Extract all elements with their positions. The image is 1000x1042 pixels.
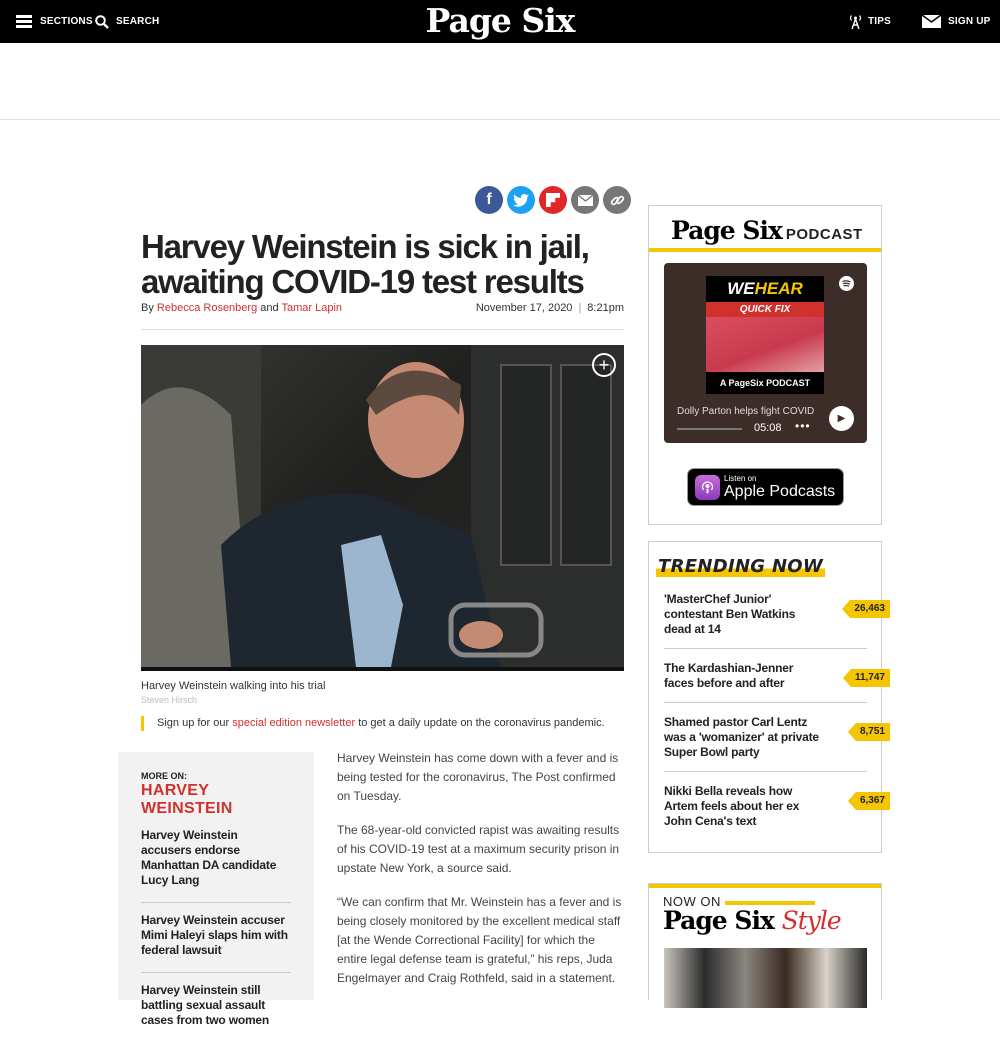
cover-quickfix: QUICK FIX [706,302,824,317]
more-on-item[interactable]: Harvey Weinstein accusers endorse Manhattan DA candidate Lucy Lang [141,818,291,903]
apple-podcasts-button[interactable] [687,468,844,506]
style-top-bar [649,884,881,888]
spotify-icon[interactable] [839,276,854,291]
podcast-player [664,263,867,443]
cover-hear: HEAR [754,279,803,298]
cover-footer: A PageSix PODCAST [706,372,824,394]
trending-item-count: 6,367 [856,792,890,810]
flipboard-icon [546,193,560,207]
publish-date: November 17, 2020 [475,302,573,314]
more-on-module [118,752,314,1027]
photo-border [141,667,624,671]
article-headline: Harvey Weinstein is sick in jail, awaiting COVID-19 test results [141,228,589,300]
podcast-module [648,205,882,525]
episode-title: Dolly Parton helps fight COVID [677,406,815,417]
trending-item-title: Nikki Bella reveals how Artem feels about her ex John Cena's text [664,784,800,828]
trending-item[interactable] [664,715,885,772]
episode-progress-bar[interactable] [677,428,742,430]
podcast-header [671,216,863,245]
search-label: SEARCH [116,16,160,27]
expand-photo-button[interactable] [592,353,616,377]
style-logo-link[interactable] [663,906,841,935]
envelope-icon [922,15,941,28]
apple-podcasts-icon [695,475,720,500]
style-word: Style [781,906,841,935]
byline [141,302,342,314]
more-on-topic-link[interactable]: HARVEY WEINSTEIN [141,782,233,817]
trending-item-count: 11,747 [851,669,890,687]
email-icon [578,195,593,206]
flipboard-share-button[interactable] [539,186,567,214]
top-navbar [0,0,1000,43]
tips-button[interactable] [849,0,891,43]
byline-prefix: By [141,302,154,314]
copy-link-button[interactable] [603,186,631,214]
trending-module [648,541,885,853]
trending-item-count: 26,463 [850,600,890,618]
newsletter-link[interactable]: special edition newsletter [232,717,356,729]
more-on-kicker: MORE ON: [141,771,187,781]
podcast-brand: Page Six [671,216,782,245]
facebook-share-button[interactable] [475,186,503,214]
podcast-underline [649,248,881,252]
author-link-lapin[interactable]: Tamar Lapin [281,302,343,314]
newsletter-promo [141,716,605,731]
newsletter-promo-post: to get a daily update on the coronavirus pandemic. [358,717,605,729]
article-paragraph: The 68-year-old convicted rapist was awaiting results of his COVID-19 test at a maximum security prison in upstate New York, a source said. [337,823,620,875]
play-button[interactable] [829,406,854,431]
author-link-rosenberg[interactable]: Rebecca Rosenberg [156,302,258,314]
twitter-share-button[interactable] [507,186,535,214]
page-six-logo[interactable]: Page Six [425,1,575,40]
byline-and: and [260,302,279,314]
email-share-button[interactable] [571,186,599,214]
photo-illustration [141,345,624,667]
link-icon [610,193,625,208]
plus-icon: + [598,355,610,375]
apple-podcasts-label: Apple Podcasts [724,483,836,500]
publish-time: 8:21pm [587,302,624,314]
article-body [337,749,624,1003]
style-feature-image[interactable] [664,948,867,1008]
facebook-icon: f [486,191,492,208]
podcast-cover-art[interactable] [706,276,824,394]
share-bar [475,186,631,214]
search-button[interactable] [95,0,159,43]
twitter-icon [513,194,529,207]
trending-item-title: 'MasterChef Junior' contestant Ben Watkins dead at 14 [664,592,796,636]
play-icon: ▶ [837,413,846,424]
trending-item-count: 8,751 [856,723,890,741]
episode-more-button[interactable]: ••• [795,419,811,433]
photo-caption: Harvey Weinstein walking into his trial [141,680,326,692]
more-on-item[interactable]: Harvey Weinstein still battling sexual assault cases from two women [141,983,270,1027]
sections-menu-button[interactable] [16,0,93,43]
trending-title: TRENDING NOW [658,556,824,577]
trending-item[interactable] [664,661,885,703]
podcast-label: PODCAST [785,226,863,243]
trending-item-title: Shamed pastor Carl Lentz was a 'womanizer' at private Super Bowl party [664,715,819,759]
trending-item[interactable] [664,784,885,841]
more-on-item[interactable]: Harvey Weinstein accuser Mimi Haleyi slaps him with federal lawsuit [141,903,291,973]
article-paragraph: “We can confirm that Mr. Weinstein has a fever and is being closely monitored by the excellent medical staff [at the Wende Correctional Facility] for which the entire legal defense team is grateful,” his reps, Juda Engelmayer and Craig Rothfeld, said in a statement. [337,895,622,985]
article-photo[interactable] [141,345,624,667]
sections-label: SECTIONS [40,16,93,27]
episode-time: 05:08 [754,422,782,434]
search-icon [95,15,109,29]
photo-credit: Steven Hirsch [141,695,198,705]
ad-slot [0,43,1000,120]
cover-we: WE [727,279,755,298]
article-paragraph: Harvey Weinstein has come down with a fever and is being tested for the coronavirus, The Post confirmed on Tuesday. [337,751,619,803]
divider [141,329,624,330]
signup-button[interactable] [922,0,991,43]
tips-label: TIPS [868,16,892,27]
trending-item[interactable] [664,592,885,649]
date-separator: | [578,302,582,314]
now-on-label: NOW ON [663,894,815,909]
signup-label: SIGN UP [948,16,991,27]
dateline [476,302,624,314]
newsletter-promo-pre: Sign up for our [157,717,230,729]
trending-item-title: The Kardashian-Jenner faces before and after [664,661,794,690]
page-six-style-module [648,883,882,1000]
hamburger-icon [16,15,32,28]
antenna-icon [849,14,862,29]
apple-listen-on: Listen on [724,474,757,483]
style-brand: Page Six [663,906,774,935]
